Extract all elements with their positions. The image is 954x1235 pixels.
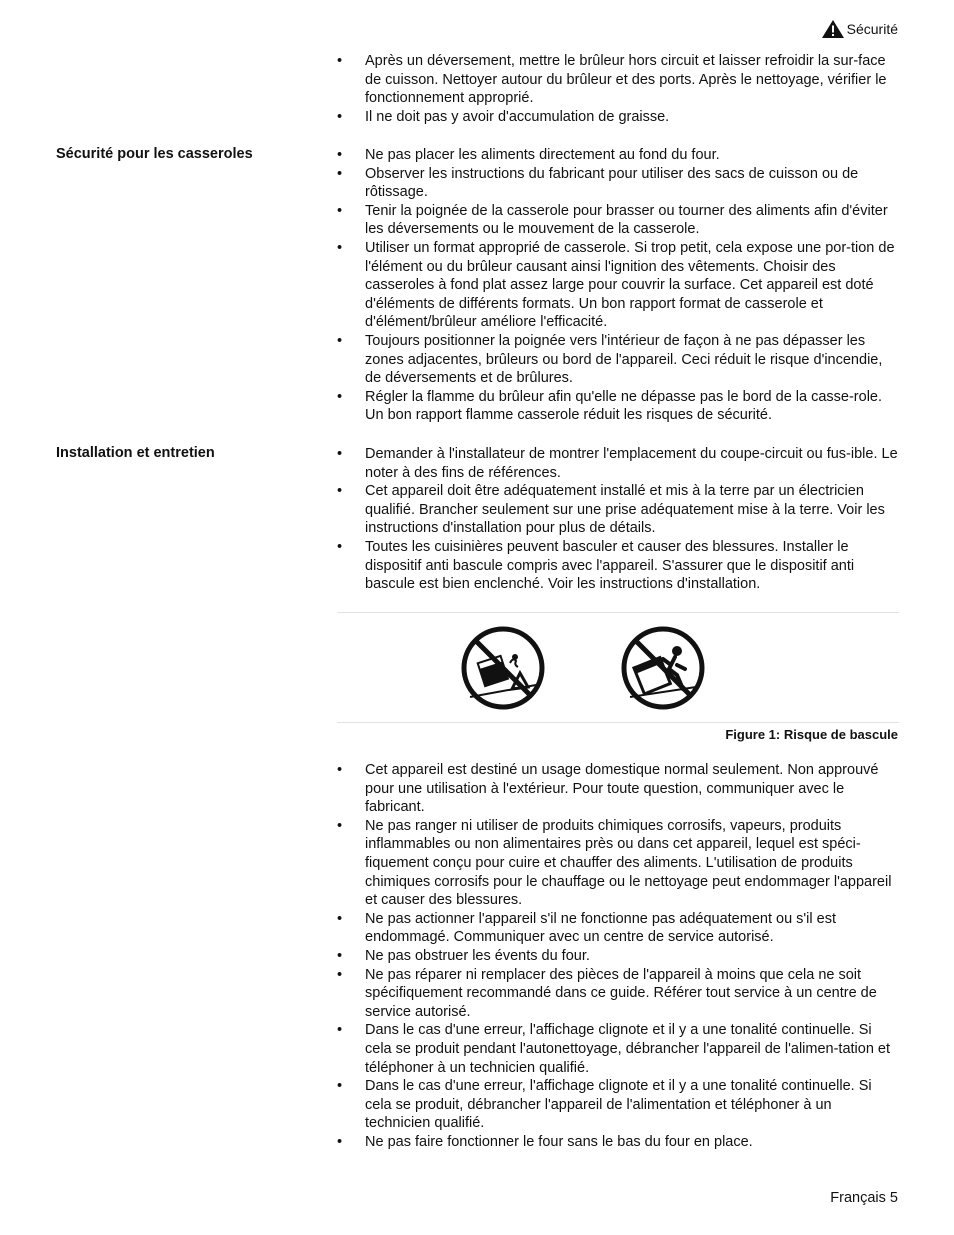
list-item: • Ne pas réparer ni remplacer des pièces de l'appareil à moins que cela ne soit spécifiquement recommandé dans ce guide. Référer tout service à un centre de service autorisé.: [337, 966, 899, 1022]
list-item: • Tenir la poignée de la casserole pour brasser ou tourner des aliments afin d'éviter les déversements ou le mouvement de la casserole.: [337, 202, 899, 239]
list-item: • Utiliser un format approprié de casserole. Si trop petit, cela expose une por-tion de l'élément ou du brûleur causant ainsi l'ignition des vêtements. Choisir des casseroles à fond plat assez large pour couvrir la surface. Cet appareil est doté d'éléments de différents formats. Un bon rapport format de casserole et d'élément/brûleur améliore l'efficacité.: [337, 239, 899, 332]
list-item: • Cet appareil est destiné un usage domestique normal seulement. Non approuvé pour une utilisation à l'extérieur. Pour toute question, communiquer avec le fabricant.: [337, 761, 899, 817]
no-tipping-spill-icon: [460, 625, 546, 711]
section-title-installation: Installation et entretien: [56, 445, 215, 461]
page-header: [821, 19, 898, 39]
page-number: Français 5: [830, 1190, 898, 1206]
list-item: • Demander à l'installateur de montrer l'emplacement du coupe-circuit ou fus-ible. Le noter à des fins de références.: [337, 445, 899, 482]
list-item: • Toujours positionner la poignée vers l'intérieur de façon à ne pas dépasser les zones adjacentes, brûleurs ou bord de l'appareil. Ceci réduit le risque d'incendie, de déversements et de brûlures.: [337, 332, 899, 388]
cookware-list: [337, 146, 899, 425]
list-item: • Après un déversement, mettre le brûleur hors circuit et laisser refroidir la sur-face de cuisson. Nettoyer autour du brûleur et des ports. Après le nettoyage, vérifier le fonctionnement approprié.: [337, 52, 899, 108]
section-title-cookware: Sécurité pour les casseroles: [56, 146, 253, 162]
no-climbing-tipping-icon: [620, 625, 706, 711]
list-item: • Ne pas ranger ni utiliser de produits chimiques corrosifs, vapeurs, produits inflammables ou non alimentaires près ou dans cet appareil, lequel est spéci-fiquement conçu pour cuire et chauffer des aliments. L'utilisation de produits chimiques corrosifs pour le chauffage ou le nettoyage peut endommager l'appareil et causer des blessures.: [337, 817, 899, 910]
list-item: • Dans le cas d'une erreur, l'affichage clignote et il y a une tonalité continuelle. Si cela se produit, débrancher l'appareil de l'alimentation et téléphoner à un technicien qualifié.: [337, 1077, 899, 1133]
list-item: • Ne pas placer les aliments directement au fond du four.: [337, 146, 899, 165]
list-item: • Toutes les cuisinières peuvent basculer et causer des blessures. Installer le dispositif anti bascule compris avec l'appareil. S'assurer que le dispositif anti bascule est bien enclenché. Voir les instructions d'installation.: [337, 538, 899, 594]
warning-triangle-icon: [821, 19, 845, 39]
figure-caption: Figure 1: Risque de bascule: [725, 727, 898, 742]
installation-list: [337, 445, 899, 594]
list-item: • Il ne doit pas y avoir d'accumulation de graisse.: [337, 108, 899, 127]
list-item: • Observer les instructions du fabricant pour utiliser des sacs de cuisson ou de rôtissage.: [337, 165, 899, 202]
list-item: • Ne pas obstruer les évents du four.: [337, 947, 899, 966]
list-item: • Ne pas actionner l'appareil s'il ne fonctionne pas adéquatement ou s'il est endommagé. Communiquer avec un centre de service autorisé.: [337, 910, 899, 947]
general-list: [337, 761, 899, 1151]
list-item: • Ne pas faire fonctionner le four sans le bas du four en place.: [337, 1133, 899, 1152]
list-item: • Régler la flamme du brûleur afin qu'elle ne dépasse pas le bord de la casse-role. Un bon rapport flamme casserole réduit les risques de sécurité.: [337, 388, 899, 425]
figure-tipping-risk: [337, 612, 899, 723]
list-item: • Cet appareil doit être adéquatement installé et mis à la terre par un électricien qualifié. Brancher seulement sur une prise adéquatement mise à la terre. Voir les instructions d'installation pour plus de détails.: [337, 482, 899, 538]
intro-list: [337, 52, 899, 126]
header-title: Sécurité: [846, 21, 898, 37]
list-item: • Dans le cas d'une erreur, l'affichage clignote et il y a une tonalité continuelle. Si cela se produit pendant l'autonettoyage, débrancher l'appareil de l'alimen-tation et téléphoner à un technicien qualifié.: [337, 1021, 899, 1077]
